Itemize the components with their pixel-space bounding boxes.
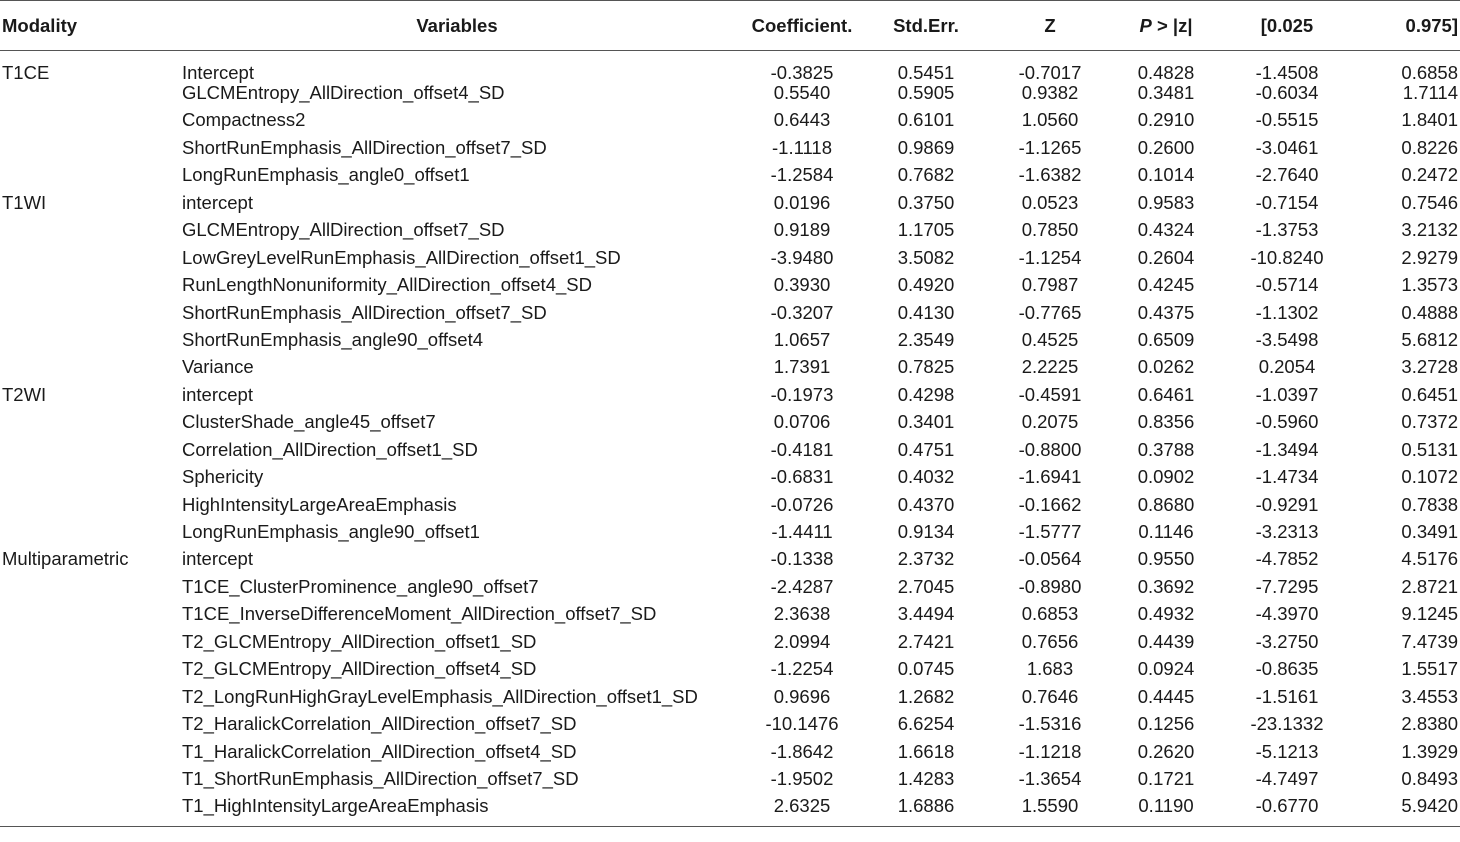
ci-low-cell: -10.8240 xyxy=(1250,246,1324,268)
table-row xyxy=(0,412,1460,439)
ci-high-cell: 4.5176 xyxy=(1401,548,1458,570)
modality-cell xyxy=(0,467,172,494)
table-row xyxy=(0,357,1460,384)
variable-cell: ShortRunEmphasis_AllDirection_offset7_SD xyxy=(182,301,547,323)
std-err-cell: 2.7045 xyxy=(897,575,955,597)
p-value-cell: 0.1146 xyxy=(1138,521,1194,542)
table-body xyxy=(0,51,1460,827)
ci-low-cell: -0.5960 xyxy=(1255,411,1319,433)
ci-low-cell: -1.0397 xyxy=(1255,383,1319,405)
variable-cell: Intercept xyxy=(182,62,254,83)
p-value-cell: 0.6461 xyxy=(1137,383,1195,405)
modality-cell xyxy=(0,165,172,192)
ci-high-cell: 0.1072 xyxy=(1401,466,1458,488)
z-cell: -1.1254 xyxy=(1018,246,1082,268)
variable-cell: GLCMEntropy_AllDirection_offset4_SD xyxy=(182,82,505,103)
variable-cell: T2_GLCMEntropy_AllDirection_offset4_SD xyxy=(182,658,537,680)
z-cell: -1.6941 xyxy=(1018,466,1082,488)
modality-cell xyxy=(0,83,172,110)
table-row xyxy=(0,440,1460,467)
variable-cell: LongRunEmphasis_angle0_offset1 xyxy=(182,164,470,186)
coefficient-cell: -1.8642 xyxy=(770,740,834,762)
ci-high-cell: 5.9420 xyxy=(1352,796,1460,827)
table-row xyxy=(0,275,1460,302)
modality-cell xyxy=(0,604,172,631)
coefficient-cell: 0.3930 xyxy=(773,274,831,296)
z-cell: 0.6853 xyxy=(1021,603,1079,625)
ci-high-cell: 3.2728 xyxy=(1401,356,1458,378)
std-err-cell: 0.6101 xyxy=(897,109,955,131)
variable-cell: T2_GLCMEntropy_AllDirection_offset1_SD xyxy=(182,630,537,652)
z-cell: 1.0560 xyxy=(1021,109,1079,131)
z-cell: -0.7765 xyxy=(1018,301,1082,323)
ci-high-cell: 0.8493 xyxy=(1401,767,1458,789)
ci-low-cell: -1.1302 xyxy=(1255,301,1319,323)
std-err-cell: 1.1705 xyxy=(897,219,955,241)
z-cell: -1.5777 xyxy=(1018,521,1082,542)
ci-low-cell: 0.2054 xyxy=(1258,356,1316,378)
table-row xyxy=(0,632,1460,659)
ci-high-cell: 0.5131 xyxy=(1401,438,1458,460)
coefficient-cell: -1.9502 xyxy=(770,767,834,789)
modality-cell xyxy=(0,796,172,827)
p-value-cell: 0.0924 xyxy=(1137,658,1195,680)
variable-cell: T1_HighIntensityLargeAreaEmphasis xyxy=(172,796,742,827)
ci-low-cell: -3.5498 xyxy=(1255,328,1319,350)
z-cell: -1.1265 xyxy=(1018,136,1082,158)
ci-low-cell: -3.2313 xyxy=(1255,521,1319,542)
table-row xyxy=(0,165,1460,192)
p-value-cell: 0.6509 xyxy=(1137,328,1195,350)
variable-cell: HighIntensityLargeAreaEmphasis xyxy=(182,493,457,515)
coefficient-cell: 2.6325 xyxy=(742,796,862,827)
variable-cell: T1CE_InverseDifferenceMoment_AllDirection_offset7_SD xyxy=(182,603,657,625)
modality-cell xyxy=(0,110,172,137)
std-err-cell: 0.7825 xyxy=(897,356,955,378)
variable-cell: GLCMEntropy_AllDirection_offset7_SD xyxy=(182,219,505,241)
z-cell: -0.1662 xyxy=(1018,493,1082,515)
p-value-cell: 0.4324 xyxy=(1137,219,1195,241)
std-err-cell: 1.6886 xyxy=(862,796,990,827)
p-value-cell: 0.4375 xyxy=(1137,301,1195,323)
header-modality: Modality xyxy=(0,1,172,51)
header-variables: Variables xyxy=(172,1,742,51)
ci-high-cell: 0.4888 xyxy=(1401,301,1458,323)
ci-high-cell: 1.8401 xyxy=(1401,109,1458,131)
ci-high-cell: 1.3573 xyxy=(1401,274,1458,296)
coefficient-cell: -1.1118 xyxy=(772,136,832,158)
z-cell: 0.7646 xyxy=(1021,685,1079,707)
modality-cell xyxy=(0,742,172,769)
std-err-cell: 0.9869 xyxy=(897,136,955,158)
modality-cell xyxy=(0,275,172,302)
std-err-cell: 0.0745 xyxy=(897,658,955,680)
coefficient-cell: 2.3638 xyxy=(773,603,831,625)
coefficient-cell: -1.2584 xyxy=(770,164,834,186)
variable-cell: intercept xyxy=(182,383,253,405)
ci-low-cell: -3.2750 xyxy=(1255,630,1319,652)
modality-cell xyxy=(0,138,172,165)
z-cell: -0.8980 xyxy=(1018,575,1082,597)
table-row xyxy=(0,83,1460,110)
modality-cell xyxy=(0,303,172,330)
header-p-value xyxy=(1110,1,1222,51)
ci-low-cell: -4.7497 xyxy=(1255,767,1319,789)
z-cell: 2.2225 xyxy=(1021,356,1079,378)
table-row xyxy=(0,248,1460,275)
table-row xyxy=(0,522,1460,549)
coefficient-cell: -10.1476 xyxy=(765,713,839,735)
variable-cell: T2_HaralickCorrelation_AllDirection_offset7_SD xyxy=(182,713,577,735)
p-value-cell: 0.4445 xyxy=(1137,685,1195,707)
coefficient-cell: 0.6443 xyxy=(773,109,831,131)
std-err-cell: 0.3401 xyxy=(897,411,955,433)
coefficient-cell: -1.4411 xyxy=(771,521,833,542)
modality-cell xyxy=(0,357,172,384)
header-p-prefix: P xyxy=(1139,14,1152,36)
z-cell: -0.0564 xyxy=(1018,548,1082,570)
table-row xyxy=(0,385,1460,412)
std-err-cell: 0.7682 xyxy=(897,164,955,186)
p-value-cell: 0.9550 xyxy=(1137,548,1195,570)
modality-cell xyxy=(0,714,172,741)
table-row xyxy=(0,138,1460,165)
variable-cell: Sphericity xyxy=(182,466,264,488)
ci-high-cell: 0.7838 xyxy=(1401,493,1458,515)
table-row xyxy=(0,549,1460,576)
std-err-cell: 0.3750 xyxy=(897,191,955,213)
coefficient-cell: -0.3207 xyxy=(770,301,834,323)
ci-low-cell: -3.0461 xyxy=(1255,136,1319,158)
table-row xyxy=(0,577,1460,604)
coefficient-cell: 1.7391 xyxy=(773,356,831,378)
header-std-err: Std.Err. xyxy=(862,1,990,51)
ci-high-cell: 1.7114 xyxy=(1402,82,1458,103)
table-header xyxy=(0,1,1460,51)
p-value-cell: 0.2600 xyxy=(1137,136,1195,158)
variable-cell: T1_HaralickCorrelation_AllDirection_offset4_SD xyxy=(182,740,577,762)
variable-cell: Variance xyxy=(182,356,254,378)
coefficient-cell: -0.1973 xyxy=(770,383,834,405)
variable-cell: ClusterShade_angle45_offset7 xyxy=(182,411,436,433)
coefficient-cell: -0.0726 xyxy=(770,493,834,515)
ci-high-cell: 2.9279 xyxy=(1401,246,1458,268)
modality-cell xyxy=(0,440,172,467)
coefficient-cell: 2.0994 xyxy=(773,630,831,652)
std-err-cell: 0.4751 xyxy=(897,438,955,460)
p-value-cell: 0.1014 xyxy=(1137,164,1195,186)
ci-low-cell: -4.7852 xyxy=(1255,548,1319,570)
z-cell: 1.5590 xyxy=(990,796,1110,827)
ci-high-cell: 0.6858 xyxy=(1401,62,1458,83)
ci-high-cell: 2.8721 xyxy=(1401,575,1458,597)
coefficient-cell: -0.1338 xyxy=(770,548,834,570)
coefficient-cell: -2.4287 xyxy=(770,575,834,597)
std-err-cell: 1.4283 xyxy=(897,767,955,789)
ci-low-cell: -0.8635 xyxy=(1255,658,1319,680)
modality-cell: T2WI xyxy=(2,383,47,405)
ci-high-cell: 0.7372 xyxy=(1401,411,1458,433)
table-row xyxy=(0,714,1460,741)
z-cell: 0.2075 xyxy=(1021,411,1079,433)
coefficient-cell: 0.0196 xyxy=(773,191,831,213)
variable-cell: T1CE_ClusterProminence_angle90_offset7 xyxy=(182,575,539,597)
ci-low-cell: -2.7640 xyxy=(1255,164,1319,186)
p-value-cell: 0.1190 xyxy=(1110,796,1222,827)
modality-cell: Multiparametric xyxy=(2,548,129,570)
z-cell: -0.8800 xyxy=(1018,438,1082,460)
variable-cell: intercept xyxy=(182,191,253,213)
p-value-cell: 0.0902 xyxy=(1137,466,1195,488)
p-value-cell: 0.2620 xyxy=(1137,740,1195,762)
z-cell: 0.7656 xyxy=(1021,630,1079,652)
header-p-suffix: > |z| xyxy=(1151,14,1193,36)
modality-cell xyxy=(0,632,172,659)
p-value-cell: 0.2604 xyxy=(1137,246,1195,268)
z-cell: -1.3654 xyxy=(1018,767,1082,789)
coefficient-cell: -3.9480 xyxy=(770,246,834,268)
p-value-cell: 0.4932 xyxy=(1137,603,1195,625)
table-row xyxy=(0,51,1460,84)
ci-high-cell: 0.6451 xyxy=(1401,383,1458,405)
ci-low-cell: -0.6770 xyxy=(1222,796,1352,827)
modality-cell xyxy=(0,495,172,522)
std-err-cell: 6.6254 xyxy=(897,713,955,735)
table-row xyxy=(0,796,1460,827)
modality-cell xyxy=(0,248,172,275)
coefficient-cell: -0.6831 xyxy=(770,466,834,488)
modality-cell: T1CE xyxy=(2,62,50,83)
p-value-cell: 0.3481 xyxy=(1137,82,1195,103)
variable-cell: T2_LongRunHighGrayLevelEmphasis_AllDirection_offset1_SD xyxy=(182,685,698,707)
coefficient-cell: 0.0706 xyxy=(773,411,831,433)
z-cell: -1.6382 xyxy=(1018,164,1082,186)
coefficient-cell: 0.5540 xyxy=(773,82,831,103)
ci-low-cell: -0.6034 xyxy=(1255,82,1319,103)
ci-high-cell: 5.6812 xyxy=(1401,328,1458,350)
z-cell: -1.5316 xyxy=(1018,713,1082,735)
std-err-cell: 0.9134 xyxy=(897,521,955,542)
std-err-cell: 3.4494 xyxy=(897,603,955,625)
ci-high-cell: 0.2472 xyxy=(1401,164,1458,186)
std-err-cell: 0.5905 xyxy=(897,82,955,103)
std-err-cell: 0.4130 xyxy=(897,301,955,323)
std-err-cell: 0.4370 xyxy=(897,493,955,515)
table-row xyxy=(0,330,1460,357)
p-value-cell: 0.1256 xyxy=(1137,713,1195,735)
ci-low-cell: -0.5714 xyxy=(1255,274,1319,296)
std-err-cell: 0.4032 xyxy=(897,466,955,488)
table-row xyxy=(0,220,1460,247)
z-cell: -1.1218 xyxy=(1018,740,1082,762)
p-value-cell: 0.4439 xyxy=(1137,630,1195,652)
ci-high-cell: 1.3929 xyxy=(1401,740,1458,762)
ci-low-cell: -7.7295 xyxy=(1255,575,1319,597)
p-value-cell: 0.8356 xyxy=(1137,411,1195,433)
ci-high-cell: 7.4739 xyxy=(1401,630,1458,652)
z-cell: -0.4591 xyxy=(1018,383,1082,405)
ci-low-cell: -1.3753 xyxy=(1255,219,1319,241)
header-ci-high: 0.975] xyxy=(1352,1,1460,51)
std-err-cell: 0.5451 xyxy=(897,62,955,83)
modality-cell xyxy=(0,769,172,796)
std-err-cell: 0.4298 xyxy=(897,383,955,405)
header-ci-low: [0.025 xyxy=(1222,1,1352,51)
coefficient-cell: -0.4181 xyxy=(770,438,834,460)
ci-high-cell: 3.4553 xyxy=(1401,685,1458,707)
ci-low-cell: -5.1213 xyxy=(1255,740,1319,762)
p-value-cell: 0.3788 xyxy=(1137,438,1195,460)
z-cell: 1.683 xyxy=(1026,658,1074,680)
table-row xyxy=(0,303,1460,330)
modality-cell xyxy=(0,330,172,357)
table-row xyxy=(0,687,1460,714)
table-row xyxy=(0,659,1460,686)
header-row xyxy=(0,1,1460,51)
modality-cell xyxy=(0,522,172,549)
std-err-cell: 3.5082 xyxy=(897,246,955,268)
p-value-cell: 0.1721 xyxy=(1137,767,1195,789)
header-coefficient: Coefficient. xyxy=(742,1,862,51)
table-row xyxy=(0,193,1460,220)
modality-cell xyxy=(0,220,172,247)
ci-low-cell: -0.7154 xyxy=(1255,191,1319,213)
variable-cell: T1_ShortRunEmphasis_AllDirection_offset7_SD xyxy=(182,767,579,789)
z-cell: 0.0523 xyxy=(1021,191,1079,213)
ci-high-cell: 0.7546 xyxy=(1401,191,1458,213)
ci-low-cell: -1.4508 xyxy=(1255,62,1319,83)
variable-cell: intercept xyxy=(182,548,253,570)
z-cell: 0.4525 xyxy=(1021,328,1079,350)
coefficient-cell: -0.3825 xyxy=(770,62,834,83)
ci-low-cell: -23.1332 xyxy=(1250,713,1324,735)
z-cell: 0.7850 xyxy=(1021,219,1079,241)
ci-high-cell: 2.8380 xyxy=(1401,713,1458,735)
table-row xyxy=(0,769,1460,796)
p-value-cell: 0.3692 xyxy=(1137,575,1195,597)
p-value-cell: 0.4245 xyxy=(1137,274,1195,296)
ci-high-cell: 3.2132 xyxy=(1401,219,1458,241)
p-value-cell: 0.0262 xyxy=(1137,356,1195,378)
ci-low-cell: -0.9291 xyxy=(1255,493,1319,515)
ci-high-cell: 9.1245 xyxy=(1401,603,1458,625)
coefficient-cell: 0.9189 xyxy=(773,219,831,241)
table-row xyxy=(0,495,1460,522)
variable-cell: Correlation_AllDirection_offset1_SD xyxy=(182,438,478,460)
ci-low-cell: -1.3494 xyxy=(1255,438,1319,460)
std-err-cell: 2.7421 xyxy=(897,630,955,652)
coefficient-cell: 0.9696 xyxy=(773,685,831,707)
ci-high-cell: 0.8226 xyxy=(1401,136,1458,158)
std-err-cell: 1.6618 xyxy=(897,740,955,762)
variable-cell: ShortRunEmphasis_angle90_offset4 xyxy=(182,328,484,350)
modality-cell xyxy=(0,687,172,714)
p-value-cell: 0.9583 xyxy=(1137,191,1195,213)
table-row xyxy=(0,110,1460,137)
ci-high-cell: 1.5517 xyxy=(1401,658,1458,680)
z-cell: 0.9382 xyxy=(1021,82,1079,103)
coefficient-cell: 1.0657 xyxy=(773,328,831,350)
modality-cell xyxy=(0,577,172,604)
z-cell: -0.7017 xyxy=(1018,62,1082,83)
modality-cell: T1WI xyxy=(2,191,47,213)
coefficient-cell: -1.2254 xyxy=(770,658,834,680)
ci-low-cell: -0.5515 xyxy=(1255,109,1319,131)
std-err-cell: 0.4920 xyxy=(897,274,955,296)
ci-low-cell: -1.5161 xyxy=(1255,685,1319,707)
variable-cell: LowGreyLevelRunEmphasis_AllDirection_offset1_SD xyxy=(182,246,621,268)
table-row xyxy=(0,604,1460,631)
table-row xyxy=(0,742,1460,769)
p-value-cell: 0.4828 xyxy=(1137,62,1195,83)
modality-cell xyxy=(0,412,172,439)
p-value-cell: 0.8680 xyxy=(1137,493,1195,515)
p-value-cell: 0.2910 xyxy=(1137,109,1195,131)
variable-cell: ShortRunEmphasis_AllDirection_offset7_SD xyxy=(182,136,547,158)
std-err-cell: 1.2682 xyxy=(897,685,955,707)
ci-low-cell: -1.4734 xyxy=(1255,466,1319,488)
std-err-cell: 2.3549 xyxy=(897,328,955,350)
z-cell: 0.7987 xyxy=(1021,274,1079,296)
variable-cell: LongRunEmphasis_angle90_offset1 xyxy=(182,521,480,542)
variable-cell: RunLengthNonuniformity_AllDirection_offset4_SD xyxy=(182,274,592,296)
std-err-cell: 2.3732 xyxy=(897,548,955,570)
ci-low-cell: -4.3970 xyxy=(1255,603,1319,625)
table-row xyxy=(0,467,1460,494)
modality-cell xyxy=(0,659,172,686)
ci-high-cell: 0.3491 xyxy=(1401,521,1458,542)
header-z: Z xyxy=(990,1,1110,51)
variable-cell: Compactness2 xyxy=(182,109,306,131)
